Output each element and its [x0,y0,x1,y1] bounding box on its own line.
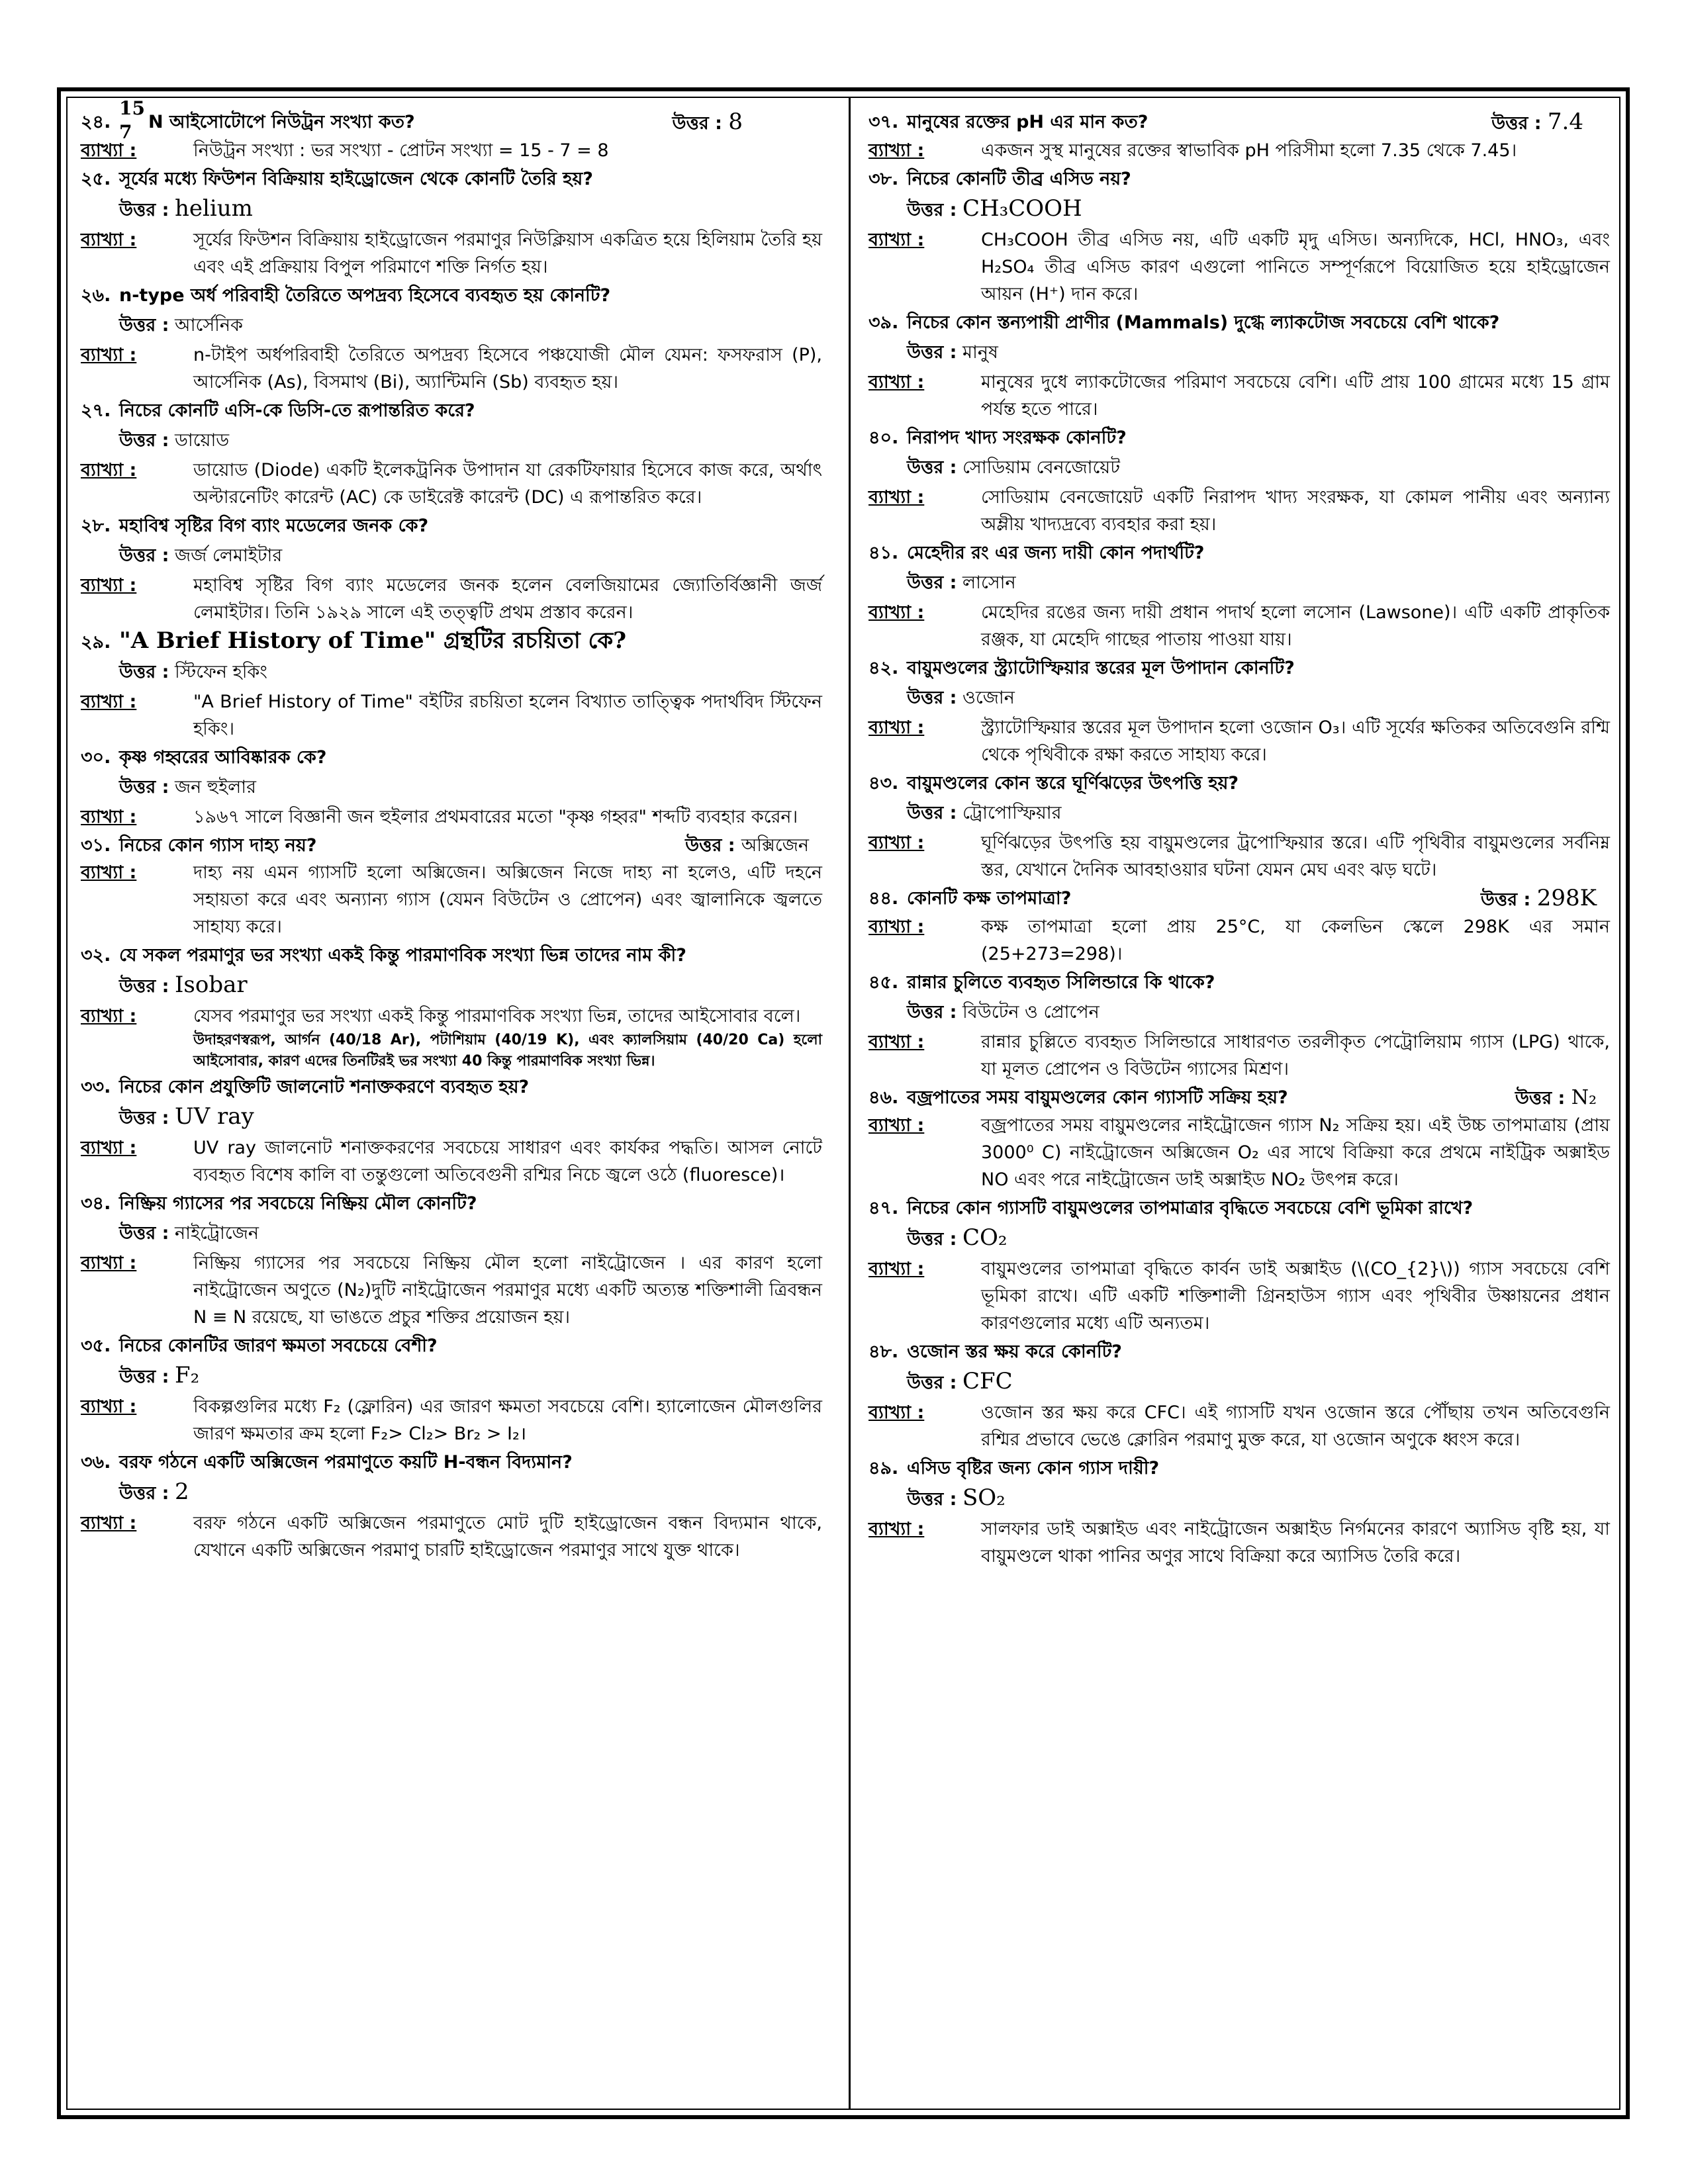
explanation-label: ব্যাখ্যা : [868,717,925,738]
question-text: বজ্রপাতের সময় বায়ুমণ্ডলের কোন গ্যাসটি সক্রিয় হয়? [907,1087,1288,1108]
explanation-text: n-টাইপ অর্ধপরিবাহী তৈরিতে অপদ্রব্য হিসেবে পঞ্চযোজী মৌল যেমন: ফসফরাস (P), আর্সেনিক (As), বিসমাথ (Bi), অ্যান্টিমনি (Sb) ব্যবহৃত হয়। [193,345,822,392]
explanation-label: ব্যাখ্যা : [81,1253,137,1273]
explanation-48 [868,1399,1610,1453]
explanation-40 [868,484,1610,538]
explanation-text: ১৯৬৭ সালে বিজ্ঞানী জন হুইলার প্রথমবারের মতো "কৃষ্ণ গহ্বর" শব্দটি ব্যবহার করেন। [193,807,798,827]
explanation-label: ব্যাখ্যা : [81,140,137,161]
question-text: মহাবিশ্ব সৃষ্টির বিগ ব্যাং মডেলের জনক কে? [119,516,429,536]
answer-40 [868,454,1610,481]
explanation-label: ব্যাখ্যা : [868,1032,925,1052]
answer-value: CO₂ [962,1224,1008,1251]
answer-value: সোডিয়াম বেনজোয়েট [962,457,1120,478]
explanation-label: ব্যাখ্যা : [81,575,137,596]
answer-value: helium [175,195,253,222]
question-text: নিচের কোনটির জারণ ক্ষমতা সবচেয়ে বেশী? [119,1336,438,1356]
answer-value: N₂ [1571,1086,1597,1109]
question-number: ৪৬. [868,1087,899,1108]
explanation-text: সালফার ডাই অক্সাইড এবং নাইট্রোজেন অক্সাইড নির্গমনের কারণে অ্যাসিড বৃষ্টি হয়, যা বায়ুমণ্ডলে থাকা পানির অণুর সাথে বিক্রিয়া করে অ্যাসিড তৈরি করে। [981,1519,1610,1567]
isotope-mass-number: 15 [119,97,145,119]
question-number: ৪৯. [868,1458,899,1479]
explanation-25 [81,226,822,281]
explanation-label: ব্যাখ্যা : [868,487,925,508]
question-37 [868,109,1610,137]
answer-35 [81,1362,822,1390]
question-text: বায়ুমণ্ডলের কোন স্তরে ঘূর্ণিঝড়ের উৎপত্তি হয়? [907,773,1239,794]
question-33 [81,1073,822,1101]
explanation-text: CH₃COOH তীব্র এসিড নয়, এটি একটি মৃদু এসিড। অন্যদিকে, HCl, HNO₃, এবং H₂SO₄ তীব্র এসিড কারণ এগুলো পানিতে সম্পূর্ণরূপে বিয়োজিত হয়ে হাইড্রোজেন আয়ন (H⁺) দান করে। [981,230,1610,304]
question-40 [868,424,1610,451]
answer-value: Isobar [175,972,248,998]
explanation-label: ব্যাখ্যা : [81,1138,137,1158]
question-text: "A Brief History of Time" গ্রন্থটির রচয়িতা কে? [119,627,627,654]
question-43 [868,770,1610,797]
question-24 [81,97,822,143]
answer-label: উত্তর : [907,1002,957,1023]
answer-41 [868,569,1610,596]
explanation-text: মানুষের দুধে ল্যাকটোজের পরিমাণ সবচেয়ে বেশি। এটি প্রায় 100 গ্রামের মধ্যে 15 গ্রাম পর্যন্ত হতে পারে। [981,372,1610,420]
question-26 [81,282,822,309]
question-35 [81,1332,822,1359]
question-39 [868,309,1610,336]
explanation-45 [868,1028,1610,1083]
question-48 [868,1338,1610,1365]
answer-label: উত্তর : [1515,1088,1566,1109]
explanation-label: ব্যাখ্যা : [81,1006,137,1026]
question-text: বায়ুমণ্ডলের স্ট্র্যাটোস্ফিয়ার স্তরের মূল উপাদান কোনটি? [907,658,1295,678]
explanation-text: মহাবিশ্ব সৃষ্টির বিগ ব্যাং মডেলের জনক হলেন বেলজিয়ামের জ্যোতির্বিজ্ঞানী জর্জ লেমাইটার। তিনি ১৯২৯ সালে এই তত্ত্বটি প্রথম প্রস্তাব করেন। [193,575,822,623]
answer-30 [81,774,822,801]
answer-label: উত্তর : [672,113,722,134]
explanation-label: ব্যাখ্যা : [868,602,925,623]
answer-label: উত্তর : [907,1373,957,1393]
answer-47 [868,1224,1610,1253]
explanation-label: ব্যাখ্যা : [868,372,925,392]
answer-label: উত্তর : [119,315,169,336]
answer-33 [81,1103,822,1132]
question-number: ৩৭. [868,112,899,132]
explanation-text: নিষ্ক্রিয় গ্যাসের পর সবচেয়ে নিষ্ক্রিয় মৌল হলো নাইট্রোজেন । এর কারণ হলো নাইট্রোজেন অণুতে (N₂)দুটি নাইট্রোজেন পরমাণুর মধ্যে একটি অত্যন্ত শক্তিশালী ত্রিবন্ধন N ≡ N রয়েছে, যা ভাঙতে প্রচুর শক্তির প্রয়োজন হয়। [193,1253,822,1328]
question-28 [81,512,822,539]
explanation-text: ডায়োড (Diode) একটি ইলেকট্রনিক উপাদান যা রেকটিফায়ার হিসেবে কাজ করে, অর্থাৎ অল্টারনেটিং কারেন্ট (AC) কে ডাইরেক্ট কারেন্ট (DC) এ রূপান্তরিত করে। [193,460,822,508]
answer-value: UV ray [175,1103,254,1130]
explanation-text: একজন সুস্থ মানুষের রক্তের স্বাভাবিক pH পরিসীমা হলো 7.35 থেকে 7.45। [981,140,1517,161]
explanation-30 [81,803,822,831]
explanation-label: ব্যাখ্যা : [868,140,925,161]
question-text: রান্নার চুলিতে ব্যবহৃত সিলিন্ডারে কি থাকে? [907,972,1215,993]
explanation-34 [81,1250,822,1331]
answer-label: উত্তর : [907,342,957,363]
answer-label: উত্তর : [1480,889,1531,910]
explanation-43 [868,829,1610,884]
explanation-31 [81,859,822,940]
question-number: ৪০. [868,428,899,448]
answer-value: স্টিফেন হকিং [175,662,267,682]
answer-value: CFC [962,1368,1013,1394]
explanation-label: ব্যাখ্যা : [81,692,137,712]
explanation-text: বিকল্পগুলির মধ্যে F₂ (ফ্লোরিন) এর জারণ ক্ষমতা সবচেয়ে বেশি। হ্যালোজেন মৌলগুলির জারণ ক্ষমতার ক্রম হলো F₂> Cl₂> Br₂ > I₂। [193,1396,822,1444]
question-text: কৃষ্ণ গহ্বরের আবিষ্কারক কে? [119,747,327,768]
answer-label: উত্তর : [907,572,957,593]
answer-value: জর্জ লেমাইটার [175,545,283,566]
isotope-notation [119,97,148,143]
answer-27 [81,427,822,454]
question-number: ২৪. [81,112,111,132]
explanation-label: ব্যাখ্যা : [81,1513,137,1533]
explanation-text: কক্ষ তাপমাত্রা হলো প্রায় 25°C, যা কেলভিন স্কেলে 298K এর সমান (25+273=298)। [981,917,1610,964]
answer-34 [81,1220,822,1247]
question-text: কোনটি কক্ষ তাপমাত্রা? [907,888,1072,909]
explanation-label: ব্যাখ্যা : [868,917,925,937]
answer-32 [81,972,822,1000]
question-number: ৪৫. [868,972,899,993]
answer-38 [868,195,1610,224]
explanation-28 [81,572,822,626]
explanation-label: ব্যাখ্যা : [868,1519,925,1539]
answer-label: উত্তর : [907,1229,957,1250]
answer-value: 7.4 [1547,109,1583,135]
explanation-label: ব্যাখ্যা : [868,1259,925,1279]
question-text: এসিড বৃষ্টির জন্য কোন গ্যাস দায়ী? [907,1458,1160,1479]
explanation-text: সোডিয়াম বেনজোয়েট একটি নিরাপদ খাদ্য সংরক্ষক, যা কোমল পানীয় এবং অন্যান্য অম্লীয় খাদ্যদ্রব্যে ব্যবহার করা হয়। [981,487,1610,535]
answer-value: ট্রোপোস্ফিয়ার [962,803,1062,823]
question-text: সূর্যের মধ্যে ফিউশন বিক্রিয়ায় হাইড্রোজেন থেকে কোনটি তৈরি হয়? [119,169,593,189]
question-34 [81,1190,822,1217]
question-45 [868,969,1610,996]
explanation-text: ঘূর্ণিঝড়ের উৎপত্তি হয় বায়ুমণ্ডলের ট্রপোস্ফিয়ার স্তরে। এটি পৃথিবীর বায়ুমণ্ডলের সর্বনিম্ন স্তর, যেখানে দৈনিক আবহাওয়ার ঘটনা যেমন মেঘ এবং ঝড় ঘটে। [981,833,1610,880]
explanation-42 [868,714,1610,768]
answer-value: নাইট্রোজেন [175,1223,259,1244]
explanation-text: UV ray জালনোট শনাক্তকরণের সবচেয়ে সাধারণ এবং কার্যকর পদ্ধতি। আসল নোটে ব্যবহৃত বিশেষ কালি বা তন্তুগুলো অতিবেগুনী রশ্মির নিচে জ্বলে ওঠে (fluoresce)। [193,1138,822,1185]
question-number: ৩৮. [868,169,899,189]
explanation-text: বরফ গঠনে একটি অক্সিজেন পরমাণুতে মোট দুটি হাইড্রোজেন বন্ধন বিদ্যমান থাকে, যেখানে একটি অক্সিজেন পরমাণু চারটি হাইড্রোজেন পরমাণুর সাথে যুক্ত থাকে। [193,1513,822,1561]
question-text: নিরাপদ খাদ্য সংরক্ষক কোনটি? [907,428,1127,448]
explanation-label: ব্যাখ্যা : [868,1115,925,1136]
question-number: ২৭. [81,400,111,421]
answer-value: মানুষ [962,342,998,363]
explanation-label: ব্যাখ্যা : [81,807,137,827]
question-number: ২৬. [81,285,111,306]
question-text: নিচের কোন স্তন্যপায়ী প্রাণীর (Mammals) দুগ্ধে ল্যাকটোজ সবচেয়ে বেশি থাকে? [907,312,1500,333]
explanation-32 [81,1003,822,1072]
question-number: ৪৩. [868,773,899,794]
answer-label: উত্তর : [119,200,169,220]
explanation-label: ব্যাখ্যা : [868,1402,925,1423]
answer-label: উত্তর : [119,976,169,997]
answer-26 [81,312,822,339]
answer-value: F₂ [175,1362,200,1388]
question-41 [868,539,1610,567]
question-number: ২৫. [81,169,111,189]
question-text: নিচের কোন গ্যাসটি বায়ুমণ্ডলের তাপমাত্রার বৃদ্ধিতে সবচেয়ে বেশি ভূমিকা রাখে? [907,1198,1474,1218]
question-number: ৪২. [868,658,899,678]
answer-value: 298K [1536,885,1597,911]
explanation-text: ওজোন স্তর ক্ষয় করে CFC। এই গ্যাসটি যখন ওজোন স্তরে পৌঁছায় তখন অতিবেগুনি রশ্মির প্রভাবে ভেঙে ক্লোরিন পরমাণু মুক্ত করে, যা ওজোন অণুকে ধ্বংস করে। [981,1402,1610,1450]
explanation-46 [868,1112,1610,1193]
answer-label: উত্তর : [685,835,735,856]
answer-label: উত্তর : [119,430,169,451]
question-36 [81,1449,822,1476]
answer-label: উত্তর : [119,1108,169,1128]
explanation-text: সূর্যের ফিউশন বিক্রিয়ায় হাইড্রোজেন পরমাণুর নিউক্লিয়াস একত্রিত হয়ে হিলিয়াম তৈরি হয় এবং এই প্রক্রিয়ায় বিপুল পরিমাণে শক্তি নির্গত হয়। [193,230,822,277]
answer-label: উত্তর : [119,545,169,566]
answer-label: উত্তর : [119,1223,169,1244]
explanation-33 [81,1134,822,1189]
question-44 [868,885,1610,913]
answer-28 [81,542,822,569]
question-number: ৩১. [81,835,111,856]
explanation-label: ব্যাখ্যা : [81,1396,137,1417]
explanation-text: রান্নার চুল্লিতে ব্যবহৃত সিলিন্ডারে সাধারণত তরলীকৃত পেট্রোলিয়াম গ্যাস (LPG) থাকে, যা মূলত প্রোপেন ও বিউটেন গ্যাসের মিশ্রণ। [981,1032,1610,1079]
question-number: ৪৭. [868,1198,899,1218]
explanation-text: বজ্রপাতের সময় বায়ুমণ্ডলের নাইট্রোজেন গ্যাস N₂ সক্রিয় হয়। এই উচ্চ তাপমাত্রায় (প্রায় 3000⁰ C) নাইট্রোজেন অক্সিজেন O₂ এর সাথে বিক্রিয়া করে প্রথমে নাইট্রিক অক্সাইড NO এবং পরে নাইট্রোজেন ডাই অক্সাইড NO₂ উৎপন্ন করে। [981,1115,1610,1190]
answer-45 [868,999,1610,1026]
right-column [868,107,1610,1571]
question-number: ৩৬. [81,1452,111,1473]
answer-29 [81,659,822,686]
answer-label: উত্তর : [119,662,169,682]
question-32 [81,942,822,969]
question-text: নিচের কোনটি এসি-কে ডিসি-তে রূপান্তরিত করে? [119,400,475,421]
answer-49 [868,1484,1610,1513]
question-number: ৩২. [81,945,111,966]
question-text: নিষ্ক্রিয় গ্যাসের পর সবচেয়ে নিষ্ক্রিয় মৌল কোনটি? [119,1193,477,1214]
answer-value: বিউটেন ও প্রোপেন [962,1002,1100,1023]
question-49 [868,1455,1610,1482]
explanation-39 [868,369,1610,423]
page-inner-border [66,97,1620,2110]
answer-48 [868,1368,1610,1396]
column-divider [849,98,851,2109]
answer-value: 8 [728,109,743,135]
explanation-text: দাহ্য নয় এমন গ্যাসটি হলো অক্সিজেন। অক্সিজেন নিজে দাহ্য না হলেও, এটি দহনে সহায়তা করে এবং অন্যান্য গ্যাস (যেমন বিউটেন ও প্রোপেন) এবং জ্বালানিকে জ্বলতে সাহায্য করে। [193,862,822,937]
question-number: ২৯. [81,632,111,653]
explanation-text: মেহেদির রঙের জন্য দায়ী প্রধান পদার্থ হলো লসোন (Lawsone)। এটি একটি প্রাকৃতিক রঞ্জক, যা মেহেদি গাছের পাতায় পাওয়া যায়। [981,602,1610,650]
explanation-24 [81,137,822,164]
answer-43 [868,799,1610,827]
question-number: ২৮. [81,516,111,536]
question-text: N আইসোটোপে নিউট্রন সংখ্যা কত? [148,112,415,132]
question-27 [81,397,822,424]
question-30 [81,744,822,771]
answer-label: উত্তর : [119,1367,169,1387]
explanation-38 [868,226,1610,308]
question-42 [868,655,1610,682]
question-text: যে সকল পরমাণুর ভর সংখ্যা একই কিন্তু পারমাণবিক সংখ্যা ভিন্ন তাদের নাম কী? [119,945,686,966]
explanation-36 [81,1510,822,1564]
answer-label: উত্তর : [1491,113,1542,134]
answer-value: ডায়োড [175,430,230,451]
explanation-label: ব্যাখ্যা : [81,460,137,480]
question-text: নিচের কোন প্রযুক্তিটি জালনোট শনাক্তকরণে ব্যবহৃত হয়? [119,1077,530,1097]
explanation-29 [81,688,822,743]
question-number: ৩০. [81,747,111,768]
explanation-label: ব্যাখ্যা : [81,345,137,365]
explanation-label: ব্যাখ্যা : [81,862,137,883]
explanation-label: ব্যাখ্যা : [868,833,925,853]
answer-value: ওজোন [962,688,1015,708]
explanation-label: ব্যাখ্যা : [81,230,137,250]
explanation-note: উদাহরণস্বরূপ, আর্গন (40/18 Ar), পটাশিয়াম (40/19 K), এবং ক্যালসিয়াম (40/20 Ca) হলো আইসোবার, কারণ এদের তিনটিরই ভর সংখ্যা 40 কিন্তু পারমাণবিক সংখ্যা ভিন্ন। [193,1032,822,1069]
question-text: ওজোন স্তর ক্ষয় করে কোনটি? [907,1342,1122,1362]
question-text: নিচের কোনটি তীব্র এসিড নয়? [907,169,1131,189]
answer-value: আর্সেনিক [175,315,243,336]
answer-25 [81,195,822,224]
question-number: ৩৩. [81,1077,111,1097]
explanation-26 [81,341,822,396]
question-number: ৪৮. [868,1342,899,1362]
question-text: নিচের কোন গ্যাস দাহ্য নয়? [119,835,317,856]
answer-value: CH₃COOH [962,195,1082,222]
answer-value: SO₂ [962,1484,1006,1511]
question-number: ৩৫. [81,1336,111,1356]
explanation-label: ব্যাখ্যা : [868,230,925,250]
explanation-49 [868,1516,1610,1570]
question-number: ৩৯. [868,312,899,333]
answer-label: উত্তর : [119,777,169,797]
answer-value: লাসোন [962,572,1016,593]
left-column [81,97,822,1565]
answer-36 [81,1479,822,1507]
explanation-text: বায়ুমণ্ডলের তাপমাত্রা বৃদ্ধিতে কার্বন ডাই অক্সাইড (\(CO_{2}\)) গ্যাস সবচেয়ে বেশি ভূমিকা রাখে। এটি একটি শক্তিশালী গ্রিনহাউস গ্যাস এবং পৃথিবীর উষ্ণায়নের প্রধান কারণগুলোর মধ্যে এটি অন্যতম। [981,1259,1610,1334]
question-text: n-type অর্ধ পরিবাহী তৈরিতে অপদ্রব্য হিসেবে ব্যবহৃত হয় কোনটি? [119,285,611,306]
answer-value: অক্সিজেন [741,835,809,856]
answer-label: উত্তর : [907,457,957,478]
question-38 [868,165,1610,193]
explanation-44 [868,913,1610,968]
answer-label: উত্তর : [907,200,957,220]
question-number: ৪১. [868,543,899,563]
question-46 [868,1084,1610,1112]
answer-label: উত্তর : [119,1483,169,1504]
answer-42 [868,684,1610,711]
question-31 [81,832,822,859]
page-border [57,87,1630,2119]
answer-value: জন হুইলার [175,777,256,797]
question-text: বরফ গঠনে একটি অক্সিজেন পরমাণুতে কয়টি H-বন্ধন বিদ্যমান? [119,1452,573,1473]
question-number: ৪৪. [868,888,899,909]
explanation-text: নিউট্রন সংখ্যা : ভর সংখ্যা - প্রোটন সংখ্যা = 15 - 7 = 8 [193,140,609,161]
answer-label: উত্তর : [907,1489,957,1510]
question-text: মেহেদীর রং এর জন্য দায়ী কোন পদার্থটি? [907,543,1205,563]
explanation-text: "A Brief History of Time" বইটির রচয়িতা হলেন বিখ্যাত তাত্ত্বিক পদার্থবিদ স্টিফেন হকিং। [193,692,822,739]
question-25 [81,165,822,193]
question-number: ৩৪. [81,1193,111,1214]
explanation-27 [81,457,822,511]
question-text: মানুষের রক্তের pH এর মান কত? [907,112,1149,132]
answer-label: উত্তর : [907,688,957,708]
explanation-41 [868,599,1610,653]
answer-39 [868,339,1610,366]
explanation-text: স্ট্র্যাটোস্ফিয়ার স্তরের মূল উপাদান হলো ওজোন O₃। এটি সূর্যের ক্ষতিকর অতিবেগুনি রশ্মি থেকে পৃথিবীকে রক্ষা করতে সাহায্য করে। [981,717,1610,765]
explanation-37 [868,137,1610,164]
question-47 [868,1195,1610,1222]
explanation-text: যেসব পরমাণুর ভর সংখ্যা একই কিন্তু পারমাণবিক সংখ্যা ভিন্ন, তাদের আইসোবার বলে। [193,1006,801,1026]
isotope-atomic-number: 7 [119,120,132,143]
explanation-47 [868,1255,1610,1337]
question-29 [81,627,822,656]
explanation-35 [81,1393,822,1447]
answer-value: 2 [175,1479,189,1505]
answer-label: উত্তর : [907,803,957,823]
